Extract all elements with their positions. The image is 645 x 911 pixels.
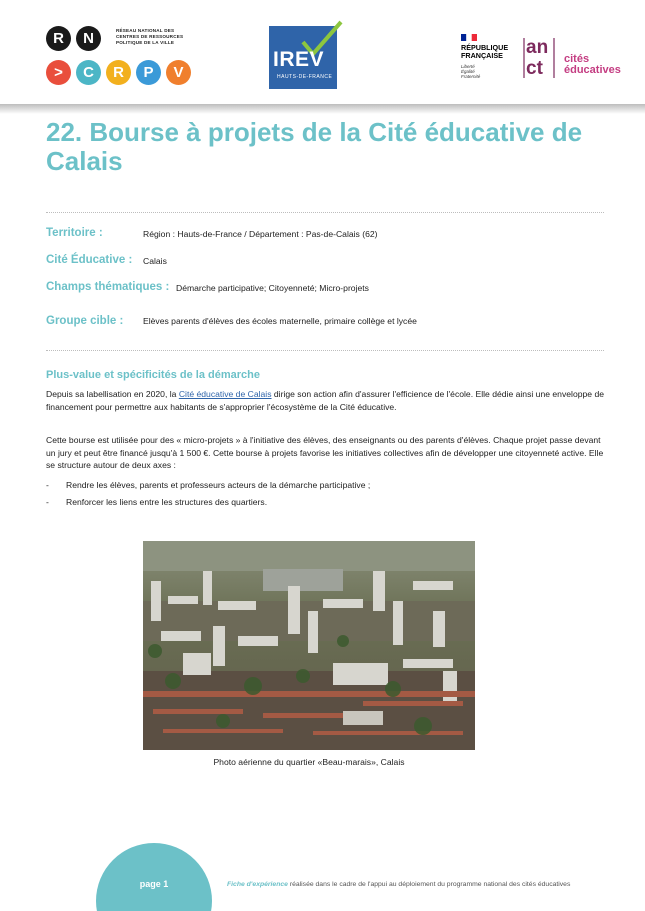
bullet-symbol: - [46, 497, 49, 507]
logo-letter-arrow: > [46, 60, 71, 85]
republique-name [461, 44, 508, 60]
page-number: page 1 [139, 879, 169, 889]
logo-letter-r: R [46, 26, 71, 51]
anct-mark-icon [522, 36, 562, 80]
field-value-champs: Démarche participative; Citoyenneté; Micro-projets [176, 283, 369, 293]
anct-cites-educatives-logo [522, 36, 632, 84]
motto-fraternite: Fraternité [461, 74, 481, 79]
page-title: 22. Bourse à projets de la Cité éducative de Calais [46, 117, 583, 176]
republique-line2: FRANÇAISE [461, 51, 503, 60]
field-label-cite: Cité Éducative : [46, 254, 133, 266]
aerial-photo [143, 541, 475, 750]
paragraph-1-start: Depuis sa labellisation en 2020, la [46, 389, 179, 399]
divider-middle [46, 350, 604, 351]
irev-name: IREV [273, 48, 325, 71]
marianne-flag-icon [461, 34, 477, 41]
footer-strong: Fiche d'expérience [227, 881, 288, 888]
svg-text:an: an [526, 37, 549, 58]
footer-rest: réalisée dans le cadre de l'appui au déploiement du programme national des cités éducatives [287, 881, 571, 888]
paragraph-2: Cette bourse est utilisée pour des « micro-projets » à l'initiative des élèves, des enseignants ou des parents d'élèves. Chaque projet passe devant un jury et peut être financé jusqu'à 1 500 €. Cette bourse à projets favorise les initiatives collectives afin de développer une citoyenneté active. Elle se structure autour de deux axes : [46, 435, 604, 470]
bullet-text: Rendre les élèves, parents et professeurs acteurs de la démarche participative ; [66, 480, 371, 490]
page-number-circle [96, 843, 212, 911]
republique-motto [461, 64, 480, 79]
logo-letter-n: N [76, 26, 101, 51]
bullet-symbol: - [46, 480, 49, 490]
motto-egalite: Égalité [461, 69, 475, 74]
logo-letter-v: V [166, 60, 191, 85]
rn-logo-subtitle: RÉSEAU NATIONAL DES CENTRES DE RESSOURCES POLITIQUE DE LA VILLE [116, 28, 184, 45]
anct-text-line1: cités [564, 53, 590, 65]
motto-liberte: Liberté [461, 64, 475, 69]
irev-logo [269, 26, 337, 89]
divider-top [46, 212, 604, 213]
paragraph-1-end: dirige son action afin d'assurer l'efficience de l'école. Elle dédie ainsi une enveloppe de financement pour permettre aux habitants de s'approprier l'écosystème de la Cité éducative. [46, 389, 605, 412]
photo-caption: Photo aérienne du quartier «Beau-marais», Calais [213, 757, 405, 767]
paragraph-1 [46, 388, 604, 413]
footer-text [227, 881, 570, 888]
republique-line1: RÉPUBLIQUE [461, 43, 509, 52]
rn-crpv-logo [46, 26, 196, 88]
field-value-territoire: Région : Hauts-de-France / Département : Pas-de-Calais (62) [143, 229, 378, 239]
cite-educative-link[interactable]: Cité éducative de Calais [178, 389, 272, 399]
svg-text:ct: ct [526, 58, 543, 79]
anct-text [564, 54, 621, 76]
anct-text-line2: éducatives [564, 64, 621, 76]
aerial-city-image [143, 541, 475, 750]
irev-subtitle: HAUTS-DE-FRANCE [277, 74, 333, 80]
field-value-groupe: Elèves parents d'élèves des écoles maternelle, primaire collège et lycée [143, 316, 417, 326]
field-label-territoire: Territoire : [46, 227, 103, 239]
field-label-champs: Champs thématiques : [46, 281, 170, 293]
header-bar [0, 0, 645, 104]
bullet-text: Renforcer les liens entre les structures des quartiers. [66, 497, 268, 507]
section-title: Plus-value et spécificités de la démarche [46, 369, 260, 381]
republique-francaise-logo [461, 34, 521, 84]
logo-letter-c: C [76, 60, 101, 85]
field-label-groupe: Groupe cible : [46, 315, 124, 327]
logo-letter-p: P [136, 60, 161, 85]
header-shadow [0, 104, 645, 114]
logo-letter-r2: R [106, 60, 131, 85]
field-value-cite: Calais [143, 256, 167, 266]
